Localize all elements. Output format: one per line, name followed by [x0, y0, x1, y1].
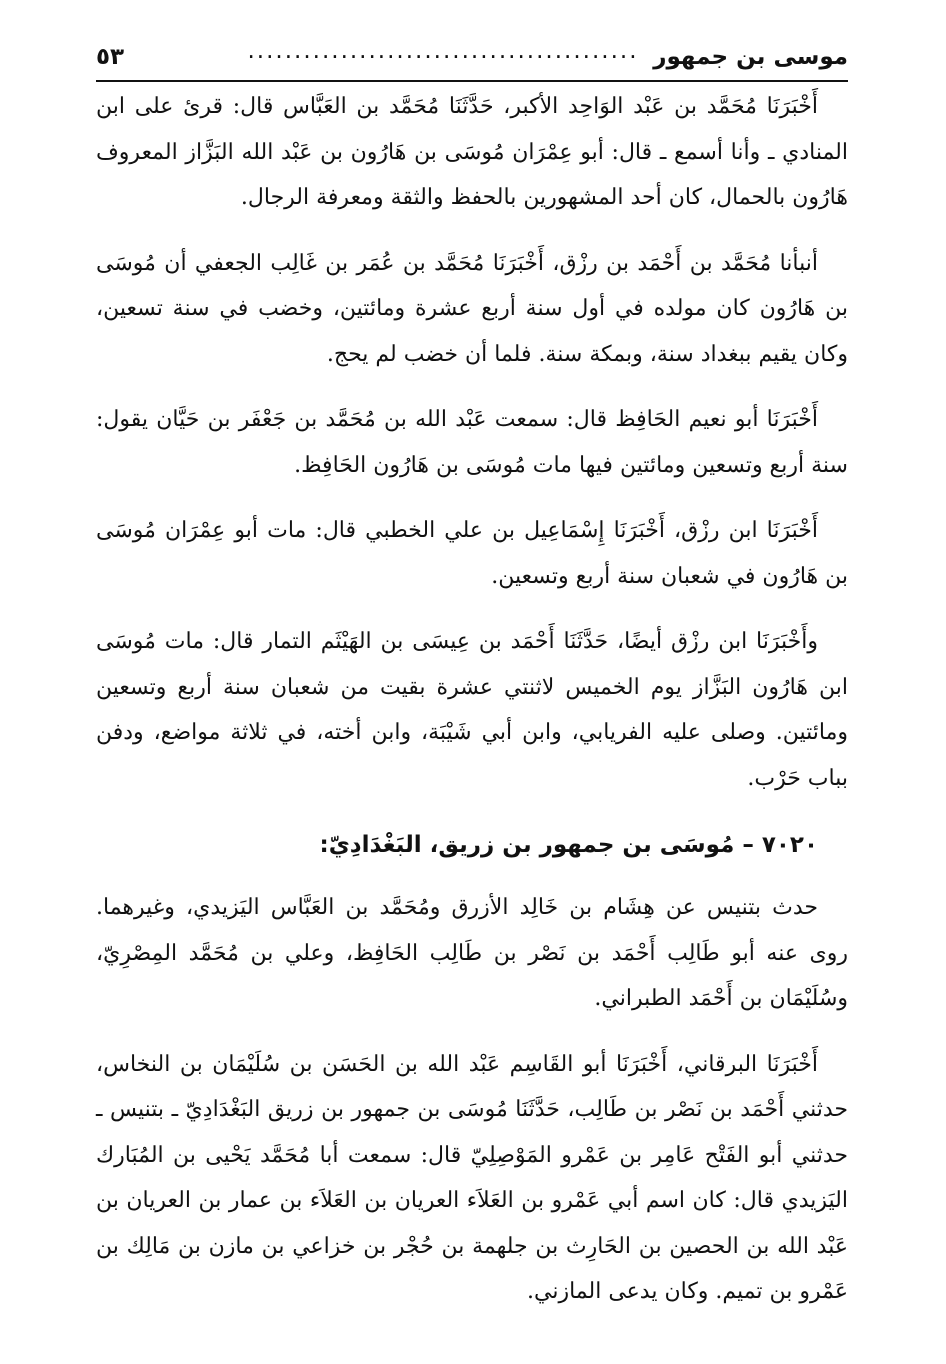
paragraph: أَخْبَرَنَا ابن رزْق، أَخْبَرَنَا إِسْمَاعِيل بن علي الخطبي قال: مات أبو عِمْرَان مُوسَى بن هَارُون في شعبان سنة أربع وتسعين. [96, 518, 848, 589]
paragraph: أَخْبَرَنَا البرقاني، أَخْبَرَنَا أبو القَاسِم عَبْد الله بن الحَسَن بن سُلَيْمَان بن النخاس، حدثني أَحْمَد بن نَصْر بن طَالِب، حَدَّثَنَا مُوسَى بن جمهور بن زريق البَغْدَادِيّ ـ بتنيس ـ حدثني أبو الفَتْح عَامِر بن عَمْرو المَوْصِلِيّ قال: سمعت أبا مُحَمَّد يَحْيى بن المُبَارك اليَزيدي قال: كان اسم أبي عَمْرو بن العَلاَء العريان بن العَلاَء بن عمار بن العريان بن عَبْد الله بن الحصين بن الحَارِث بن جلهمة بن حُجْر بن خزاعي بن مازن بن مَالِك بن عَمْرو بن تميم. وكان يدعى المازني. [96, 1051, 848, 1304]
page-number: ٥٣ [96, 44, 125, 70]
header-leader-dots: .......................................... [247, 38, 639, 64]
paragraph: أنبأنا مُحَمَّد بن أَحْمَد بن رزْق، أَخْبَرَنَا مُحَمَّد بن عُمَر بن غَالِب الجعفي أن مُوسَى بن هَارُون كان مولده في أول سنة أربع عشرة ومائتين، وخضب في سنة تسعين، وكان يقيم ببغداد سنة، وبمكة سنة. فلما أن خضب لم يحج. [96, 250, 848, 367]
paragraph: حدث بتنيس عن هِشَام بن خَالِد الأزرق ومُحَمَّد بن العَبَّاس اليَزيدي، وغيرهما. روى عنه أبو طَالِب أَحْمَد بن نَصْر بن طَالِب الحَافِظ، وعلي بن مُحَمَّد المِصْرِيّ، وسُلَيْمَان بن أَحْمَد الطبراني. [96, 895, 848, 1011]
header-title: موسى بن جمهور [653, 44, 848, 70]
book-page [96, 34, 848, 1334]
paragraph: أَخْبَرَنَا أبو نعيم الحَافِظ قال: سمعت عَبْد الله بن مُحَمَّد بن جَعْفَر بن حَيَّان يقول: سنة أربع وتسعين ومائتين فيها مات مُوسَى بن هَارُون الحَافِظ. [96, 407, 848, 478]
paragraph: أَخْبَرَنَا مُحَمَّد بن عَبْد الوَاحِد الأكبر، حَدَّثَنَا مُحَمَّد بن العَبَّاس قال: قرئ على ابن المنادي ـ وأنا أسمع ـ قال: أبو عِمْرَان مُوسَى بن هَارُون بن عَبْد الله البَزَّاز المعروف هَارُون بالحمال، كان أحد المشهورين بالحفظ والثقة ومعرفة الرجال. [96, 94, 848, 210]
entry-heading: ٧٠٢٠ – مُوسَى بن جمهور بن زريق، البَغْدَادِيّ: [319, 832, 818, 858]
paragraph: وأَخْبَرَنَا ابن رزْق أيضًا، حَدَّثَنَا أَحْمَد بن عِيسَى بن الهَيْثَم التمار قال: مات مُوسَى ابن هَارُون البَزَّاز يوم الخميس لاثنتي عشرة بقيت من شعبان سنة أربع وتسعين ومائتين. وصلى عليه الفريابي، وابن أبي شَيْبَة، وابن أخته، في ثلاثة مواضع، ودفن بباب حَرْب. [96, 629, 848, 791]
running-header [96, 34, 848, 82]
page-body [96, 84, 848, 1315]
